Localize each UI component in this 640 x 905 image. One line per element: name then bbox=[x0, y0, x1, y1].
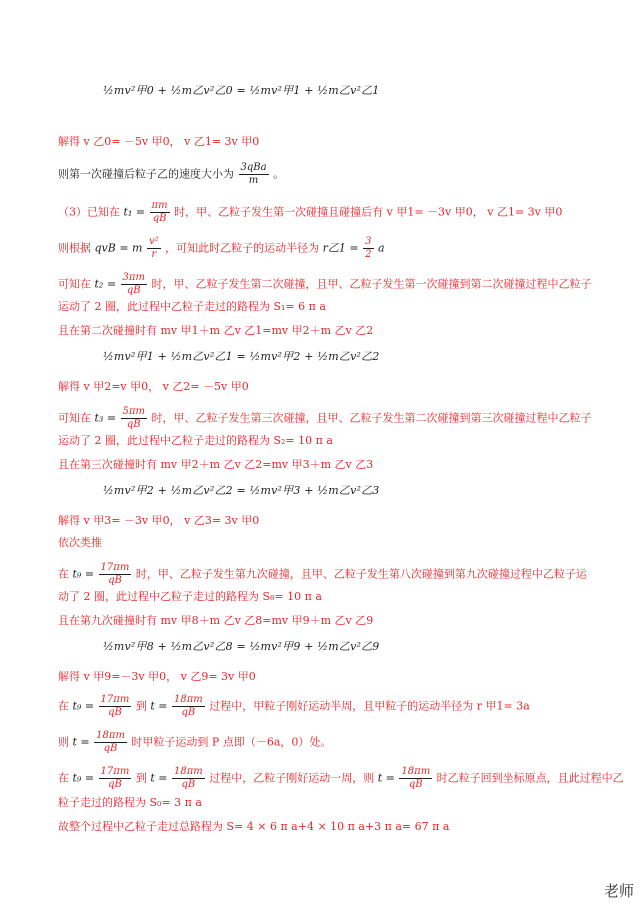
collision3-momentum-line: 且在第三次碰撞时有 mv 甲2＋m 乙v 乙2=mv 甲3＋m 乙v 乙3 bbox=[58, 458, 374, 471]
energy-equation-2: ½mv²甲1 + ½m乙v²乙1 = ½mv²甲2 + ½m乙v²乙2 bbox=[103, 350, 380, 363]
half-t9-fraction: $\frac{17\pi m}{qB}$ bbox=[100, 694, 130, 718]
total-distance-line: 故整个过程中乙粒子走过总路程为 S= 4 × 6 π a+4 × 10 π a+3 π a= 67 π a bbox=[58, 820, 450, 833]
speed-result-line: 则第一次碰撞后粒子乙的速度大小为 $\frac{\text{3qBa}}{m}$ 。 bbox=[58, 162, 285, 186]
collision2-momentum-line: 且在第二次碰撞时有 mv 甲1＋m 乙v 乙1=mv 甲2＋m 乙v 乙2 bbox=[58, 324, 374, 337]
collision9-momentum-line: 且在第九次碰撞时有 mv 甲8＋m 乙v 乙8=mv 甲9＋m 乙v 乙9 bbox=[58, 614, 374, 627]
t3-line: 可知在 t₃ = $\frac{5\pi m}{qB}$ 时，甲、乙粒子发生第三次碰撞，且甲、乙粒子发生第二次碰撞到第三次碰撞过程中乙粒子 bbox=[58, 406, 592, 430]
analogy-line: 依次类推 bbox=[58, 536, 102, 549]
speed-fraction: $\frac{\text{3qBa}}{m}$ bbox=[240, 162, 267, 186]
t2-fraction: $\frac{3\pi m}{qB}$ bbox=[122, 272, 145, 296]
energy-equation-1: ½mv²甲0 + ½m乙v²乙0 = ½mv²甲1 + ½m乙v²乙1 bbox=[103, 84, 380, 97]
energy-equation-3: ½mv²甲2 + ½m乙v²乙2 = ½mv²甲3 + ½m乙v²乙3 bbox=[103, 484, 380, 497]
solution-line-2: 解得 v 甲2=v 甲0， v 乙2= －5v 甲0 bbox=[58, 380, 249, 393]
v2-over-r-fraction: $\frac{\text{v²}}{r}$ bbox=[148, 236, 159, 260]
three-halves-fraction: $\frac{3}{2}$ bbox=[365, 236, 372, 260]
energy-equation-9: ½mv²甲8 + ½m乙v²乙8 = ½mv²甲9 + ½m乙v²乙9 bbox=[103, 640, 380, 653]
radius-line: 则根据 qvB = m $\frac{\text{v²}}{r}$ ，可知此时乙粒子的运动半径为 r乙1 = $\frac{3}{2}$ a bbox=[58, 236, 385, 260]
point-p-line: 则 t = $\frac{18\pi m}{qB}$ 时甲粒子运动到 P 点即（－6a，0）处。 bbox=[58, 730, 332, 754]
part3-condition-line: （3）已知在 t₁ = $\frac{\pi m}{qB}$ 时，甲、乙粒子发生第一次碰撞且碰撞后有 v 甲1= －3v 甲0， v 乙1= 3v 甲0 bbox=[58, 200, 563, 224]
solution-line-9: 解得 v 甲9=－3v 甲0， v 乙9= 3v 甲0 bbox=[58, 670, 256, 683]
full-turn-line: 在 t₉ = $\frac{17\pi m}{qB}$ 到 t = $\frac{18\pi m}{qB}$ 过程中，乙粒子刚好运动一周，则 t = $\frac{18\pi m}{qB}$ 时乙粒子回到坐标原点，且此过程中乙 bbox=[58, 766, 624, 790]
full-t3-fraction: $\frac{18\pi m}{qB}$ bbox=[401, 766, 431, 790]
half-t-fraction: $\frac{18\pi m}{qB}$ bbox=[173, 694, 203, 718]
t2-line: 可知在 t₂ = $\frac{3\pi m}{qB}$ 时，甲、乙粒子发生第二次碰撞，且甲、乙粒子发生第一次碰撞到第二次碰撞过程中乙粒子 bbox=[58, 272, 592, 296]
full-t-fraction: $\frac{18\pi m}{qB}$ bbox=[173, 766, 203, 790]
point-p-fraction: $\frac{18\pi m}{qB}$ bbox=[96, 730, 125, 754]
solution-line-3: 解得 v 甲3= －3v 甲0， v 乙3= 3v 甲0 bbox=[58, 514, 260, 527]
t9-line-2: 动了 2 圈，此过程中乙粒子走过的路程为 S₈= 10 π a bbox=[58, 590, 322, 603]
full-t9-fraction: $\frac{17\pi m}{qB}$ bbox=[100, 766, 130, 790]
t2-line-2: 运动了 2 圈，此过程中乙粒子走过的路程为 S₁= 6 π a bbox=[58, 300, 326, 313]
solution-line-1: 解得 v 乙0= －5v 甲0， v 乙1= 3v 甲0 bbox=[58, 135, 260, 148]
full-turn-line-2: 粒子走过的路程为 S₀= 3 π a bbox=[58, 796, 202, 809]
watermark: 老师 bbox=[603, 882, 634, 900]
t3-fraction: $\frac{5\pi m}{qB}$ bbox=[122, 406, 145, 430]
half-turn-line: 在 t₉ = $\frac{17\pi m}{qB}$ 到 t = $\frac{18\pi m}{qB}$ 过程中，甲粒子刚好运动半周，且甲粒子的运动半径为 r 甲1= 3a bbox=[58, 694, 530, 718]
t1-fraction: $\frac{\pi m}{qB}$ bbox=[151, 200, 168, 224]
t9-line: 在 t₉ = $\frac{17\pi m}{qB}$ 时，甲、乙粒子发生第九次碰撞，且甲、乙粒子发生第八次碰撞到第九次碰撞过程中乙粒子运 bbox=[58, 562, 587, 586]
t3-line-2: 运动了 2 圈，此过程中乙粒子走过的路程为 S₂= 10 π a bbox=[58, 434, 333, 447]
t9-fraction: $\frac{17\pi m}{qB}$ bbox=[100, 562, 130, 586]
